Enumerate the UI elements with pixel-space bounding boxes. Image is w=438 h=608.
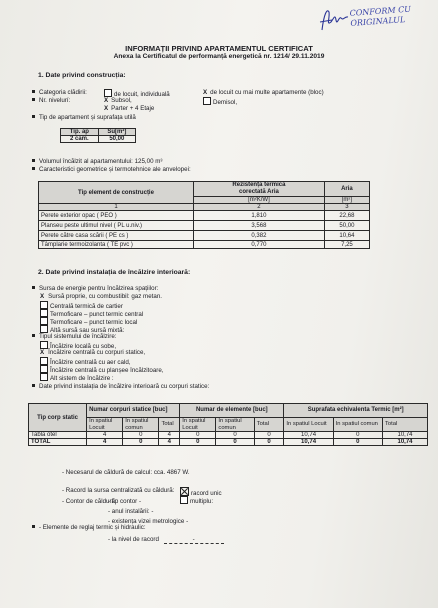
opt-parter: X Parter + 4 Etaje — [104, 105, 155, 112]
bullet-icon — [32, 334, 35, 337]
sursa-item: Termoficare – punct termic central — [40, 309, 143, 318]
volum-row: Volumul încălzit al apartamentului: 125,00 m³ — [32, 158, 162, 165]
checkbox-icon — [40, 301, 48, 309]
bullet-icon — [32, 286, 35, 289]
corpuri-statice-table: Tip corp static Numar corpuri statice [buc] Numar de elemente [buc] Suprafata echivalenta Termic [m²] In spatiul Locuit In spatiul comun Total In spatiul Locuit In spatiul comun Total In spatiul Locuit In spatiul comun Total Tabla otel 4 0 4 0 0 0 10,74 0 10,74 TOTAL 4 0 4 0 0 0 10,74 0 10,74 — [28, 403, 428, 446]
checkbox-icon — [104, 89, 112, 97]
checkbox-icon — [40, 317, 48, 325]
page-subtitle: Anexa la Certificatul de performanță energetică nr. 1214/ 29.11.2019 — [113, 53, 325, 60]
tip-item: Încălzire locală cu sobe, — [40, 341, 116, 350]
elemente-reglaj: - Elemente de reglaj termic și hidraulic: — [32, 524, 146, 531]
tip-item: Încălzire centrală cu aer cald, — [40, 357, 130, 366]
checked-box-icon — [180, 487, 189, 496]
contor-line: - tip contor - — [108, 498, 142, 505]
racord-unic: racord unic — [180, 487, 222, 497]
tip-apartament-table — [60, 128, 136, 143]
checkbox-icon — [203, 97, 211, 105]
tip-item: Încălzire centrală cu planșee încălzitoare, — [40, 365, 164, 374]
table-row: Planseu peste ultimul nivel ( PL u.niv.) 3,568 50,00 — [39, 221, 370, 231]
opt-multe-apartamente: X de locuit cu mai multe apartamente (bloc) — [203, 89, 324, 96]
racord-multiplu: multiplu: — [180, 496, 213, 505]
contor-line: - existența vizei metrologice - — [108, 518, 189, 525]
x-mark: X — [203, 89, 208, 96]
contor-label: - Contor de căldură: — [62, 498, 117, 505]
table-header-row: Tip. ap Su[m²] — [61, 129, 136, 136]
opt-individuala: de locuit, individuală — [104, 89, 170, 98]
handwritten-signature — [318, 4, 352, 34]
opt-demisol: Demisol, — [203, 97, 237, 106]
bullet-icon — [32, 115, 35, 118]
table-header-row: Tip corp static Numar corpuri statice [buc] Numar de elemente [buc] Suprafata echivalenta Termic [m²] — [29, 404, 428, 418]
conform-stamp — [349, 3, 434, 29]
table-row: Tabla otel 4 0 4 0 0 0 10,74 0 10,74 — [29, 432, 428, 439]
checkbox-icon — [40, 357, 48, 365]
tip-item: X Încălzire centrală cu corpuri statice, — [40, 349, 146, 356]
nivel-racord: - la nivel de racord - — [108, 536, 224, 544]
checkbox-icon — [180, 496, 188, 504]
x-mark: X — [40, 349, 45, 356]
categoria-row: Categoria clădirii: — [32, 89, 87, 96]
table-header-row: Tip element de construcție Rezistența termică corectată Aria Aria — [39, 182, 370, 197]
tip-sistem-label: Tipul sistemului de încălzire: — [32, 333, 117, 340]
caracteristici-row: Caracteristici geometrice și termotehnice ale anvelopei: — [32, 166, 191, 173]
sursa-item: X Sursă proprie, cu combustibil: gaz metan. — [40, 293, 162, 300]
nr-niveluri-row: Nr. nivelurí: — [32, 97, 70, 104]
date-instalatie-label: Date privind instalația de încălzire interioară cu corpuri statice: — [32, 383, 209, 390]
section1-heading: 1. Date privind construcția: — [38, 72, 126, 79]
envelope-table: Tip element de construcție Rezistența termică corectată Aria Aria [m²K/W] [m²] 1 2 3 Perete exterior opac ( PEO ) 1,810 22,68 Planseu peste ultimul nivel ( PL u.niv.) 3,568 50,00 Perete către casa scării ( PE cs ) 0,382 10,64 Tâmplarie termoizolanta ( TE pvc ) 0,770 7,25 — [38, 181, 370, 249]
sursa-item: Centrală termică de cartier — [40, 301, 123, 310]
opt-subsol: X Subsol, — [104, 97, 132, 104]
stamp-text: CONFORM CU ORIGINALUL — [349, 4, 412, 28]
table-row: Perete exterior opac ( PEO ) 1,810 22,68 — [39, 211, 370, 221]
bullet-icon — [32, 90, 35, 93]
bullet-icon — [32, 159, 35, 162]
x-mark: X — [40, 293, 45, 300]
necesar-caldura: - Necesarul de căldură de calcul: cca. 4867 W. — [62, 469, 190, 476]
bullet-icon — [32, 98, 35, 101]
table-row: Tâmplarie termoizolanta ( TE pvc ) 0,770 7,25 — [39, 241, 370, 249]
table-row: Perete către casa scării ( PE cs ) 0,382 10,64 — [39, 231, 370, 241]
sursa-item: Termoficare – punct termic local — [40, 317, 137, 326]
section2-heading: 2. Date privind instalația de încălzire interioară: — [38, 269, 191, 276]
tip-item: Alt sistem de încălzire : — [40, 373, 114, 382]
checkbox-icon — [40, 365, 48, 373]
table-row-total: TOTAL 4 0 4 0 0 0 10,74 0 10,74 — [29, 439, 428, 446]
checkbox-icon — [40, 309, 48, 317]
sursa-item: Altă sursă sau sursă mixtă: — [40, 325, 124, 334]
sursa-label: Sursa de energie pentru încălzirea spațiilor: — [32, 285, 158, 292]
bullet-icon — [32, 167, 35, 170]
checkbox-icon — [40, 325, 48, 333]
racord-label: - Racord la sursa centralizată cu căldură: — [62, 487, 175, 494]
bullet-icon — [32, 525, 35, 528]
checkbox-icon — [40, 373, 48, 381]
contor-line: - anul instalării: - — [108, 508, 154, 515]
tip-apartament-row: Tip de apartament și suprafața utilă — [32, 114, 136, 121]
checkbox-icon — [40, 341, 48, 349]
table-row: 2 cam. 50,00 — [61, 136, 136, 143]
bullet-icon — [32, 384, 35, 387]
page-title: INFORMAȚII PRIVIND APARTAMENTUL CERTIFICAT — [125, 44, 313, 53]
